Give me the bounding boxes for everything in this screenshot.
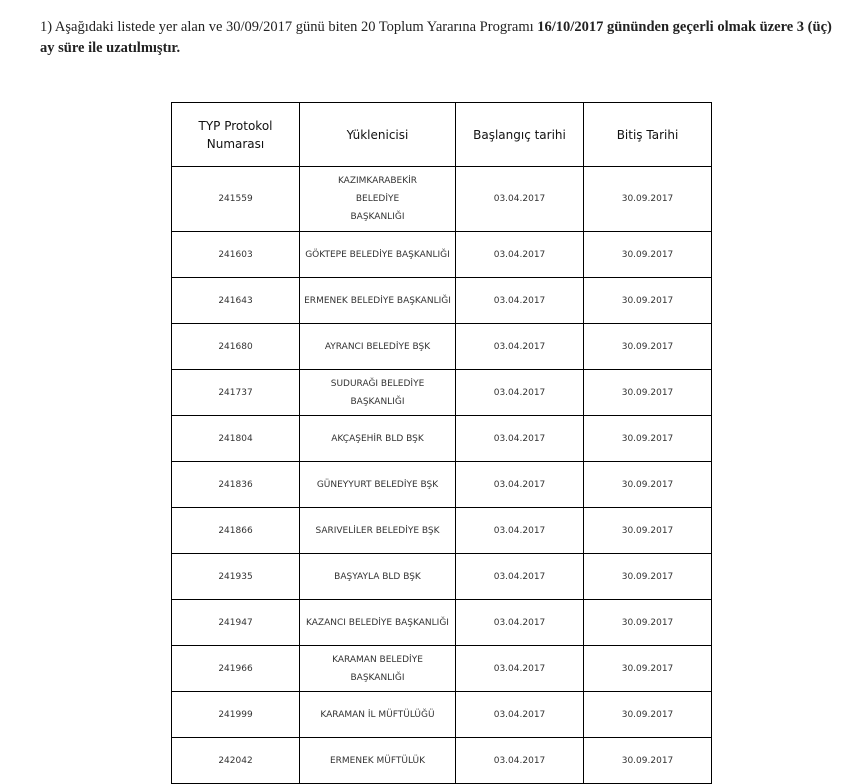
intro-text: 1) Aşağıdaki listede yer alan ve 30/09/2017 günü biten 20 Toplum Yararına Programı (40, 19, 538, 35)
end-date-cell: 30.09.2017 (584, 416, 712, 462)
end-date-cell: 30.09.2017 (584, 278, 712, 324)
start-date-cell: 03.04.2017 (456, 554, 584, 600)
table-row (172, 324, 712, 370)
protocol-number-cell: 241836 (172, 462, 300, 508)
contractor-cell: ERMENEK BELEDİYE BAŞKANLIĞI (300, 278, 456, 324)
contractor-cell: GÜNEYYURT BELEDİYE BŞK (300, 462, 456, 508)
end-date-cell: 30.09.2017 (584, 508, 712, 554)
protocol-number-cell: 241866 (172, 508, 300, 554)
contractor-cell: SARIVELİLER BELEDİYE BŞK (300, 508, 456, 554)
contractor-cell: KAZIMKARABEKİR BELEDİYE BAŞKANLIĞI (300, 167, 456, 232)
table-row (172, 554, 712, 600)
end-date-cell: 30.09.2017 (584, 370, 712, 416)
start-date-cell: 03.04.2017 (456, 416, 584, 462)
table-row (172, 278, 712, 324)
table-row (172, 232, 712, 278)
program-table (171, 102, 712, 784)
end-date-cell: 30.09.2017 (584, 554, 712, 600)
contractor-cell: GÖKTEPE BELEDİYE BAŞKANLIĞI (300, 232, 456, 278)
contractor-cell: ERMENEK MÜFTÜLÜK (300, 738, 456, 784)
intro-paragraph (40, 17, 840, 59)
start-date-cell: 03.04.2017 (456, 738, 584, 784)
start-date-cell: 03.04.2017 (456, 324, 584, 370)
protocol-number-cell: 241643 (172, 278, 300, 324)
table-row (172, 646, 712, 692)
protocol-number-cell: 241999 (172, 692, 300, 738)
table-row (172, 508, 712, 554)
header-contractor: Yüklenicisi (300, 103, 456, 167)
header-end-date: Bitiş Tarihi (584, 103, 712, 167)
start-date-cell: 03.04.2017 (456, 232, 584, 278)
start-date-cell: 03.04.2017 (456, 646, 584, 692)
start-date-cell: 03.04.2017 (456, 508, 584, 554)
end-date-cell: 30.09.2017 (584, 646, 712, 692)
intro-bold-text: 16/10/2017 gününden geçerli olmak üzere 3 (üç) ay süre ile uzatılmıştır. (40, 19, 832, 56)
table-row (172, 462, 712, 508)
end-date-cell: 30.09.2017 (584, 232, 712, 278)
protocol-number-cell: 241966 (172, 646, 300, 692)
table-header-row (172, 103, 712, 167)
start-date-cell: 03.04.2017 (456, 462, 584, 508)
end-date-cell: 30.09.2017 (584, 324, 712, 370)
protocol-number-cell: 241603 (172, 232, 300, 278)
end-date-cell: 30.09.2017 (584, 167, 712, 232)
contractor-cell: KAZANCI BELEDİYE BAŞKANLIĞI (300, 600, 456, 646)
protocol-number-cell: 241680 (172, 324, 300, 370)
protocol-number-cell: 241737 (172, 370, 300, 416)
end-date-cell: 30.09.2017 (584, 600, 712, 646)
table-body (172, 167, 712, 784)
start-date-cell: 03.04.2017 (456, 167, 584, 232)
protocol-number-cell: 241947 (172, 600, 300, 646)
contractor-cell: AKÇAŞEHİR BLD BŞK (300, 416, 456, 462)
contractor-cell: SUDURAĞI BELEDİYE BAŞKANLIĞI (300, 370, 456, 416)
table-row (172, 370, 712, 416)
table-row (172, 416, 712, 462)
end-date-cell: 30.09.2017 (584, 738, 712, 784)
header-start-date: Başlangıç tarihi (456, 103, 584, 167)
contractor-cell: KARAMAN İL MÜFTÜLÜĞÜ (300, 692, 456, 738)
header-protocol-number: TYP Protokol Numarası (172, 103, 300, 167)
contractor-cell: AYRANCI BELEDİYE BŞK (300, 324, 456, 370)
protocol-number-cell: 242042 (172, 738, 300, 784)
protocol-number-cell: 241804 (172, 416, 300, 462)
end-date-cell: 30.09.2017 (584, 692, 712, 738)
contractor-cell: BAŞYAYLA BLD BŞK (300, 554, 456, 600)
contractor-cell: KARAMAN BELEDİYE BAŞKANLIĞI (300, 646, 456, 692)
start-date-cell: 03.04.2017 (456, 370, 584, 416)
table-row (172, 600, 712, 646)
protocol-number-cell: 241559 (172, 167, 300, 232)
start-date-cell: 03.04.2017 (456, 600, 584, 646)
table-row (172, 167, 712, 232)
end-date-cell: 30.09.2017 (584, 462, 712, 508)
table-row (172, 738, 712, 784)
protocol-number-cell: 241935 (172, 554, 300, 600)
start-date-cell: 03.04.2017 (456, 278, 584, 324)
table-row (172, 692, 712, 738)
start-date-cell: 03.04.2017 (456, 692, 584, 738)
